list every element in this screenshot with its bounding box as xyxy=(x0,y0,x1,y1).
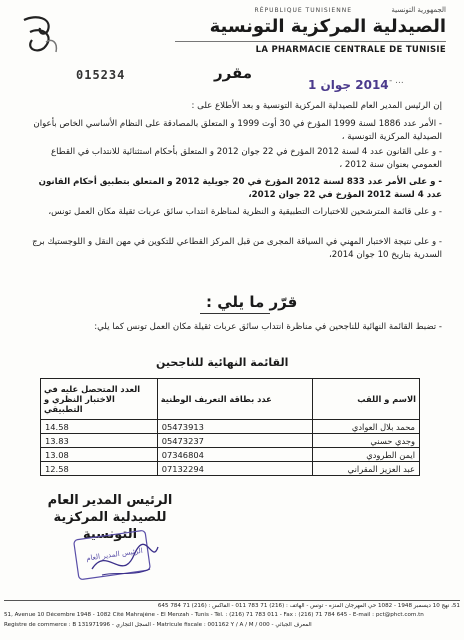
clause-3: - و على الأمر عدد 833 لسنة 2012 المؤرخ في 20 جويلية 2012 و المتعلق بتطبيق أحكام القانون عدد 4 لسنة 2012 المؤرخ في 22 جوان 2012، xyxy=(38,177,442,200)
decision-heading-underline xyxy=(200,313,270,314)
document-type: مقرر xyxy=(214,64,253,82)
stamp-text: الرئيس المدير العام xyxy=(85,546,144,563)
clause-2: - و على القانون عدد 4 لسنة 2012 المؤرخ في 22 جوان 2012 و المتعلق بأحكام استثنائية للانتداب في القطاع العمومي بعنوان سنة 2012 ، xyxy=(51,147,442,170)
row-score: 14.58 xyxy=(41,420,158,434)
results-header-row xyxy=(41,379,420,420)
footer-registration: Registre de commerce : B 131971996 - السجل التجاري - Matricule fiscale : 001162 Y / A / M / 000 - المعرف الجبائي xyxy=(4,622,312,628)
row-id: 07132294 xyxy=(157,462,313,476)
document-serial-number: 015234 xyxy=(76,68,126,82)
row-name: عبد العزيز المقراني xyxy=(313,462,420,476)
row-score: 13.83 xyxy=(41,434,158,448)
row-name: محمد بلال العوادي xyxy=(313,420,420,434)
footer-divider xyxy=(4,600,460,601)
pharmacie-logo-icon xyxy=(16,12,62,58)
table-row xyxy=(41,462,420,476)
republic-arabic: الجمهورية التونسية xyxy=(391,6,446,14)
row-id: 05473237 xyxy=(157,434,313,448)
table-row xyxy=(41,434,420,448)
clause-5: - و على نتيجة الاختبار المهني في السياقة المجرى من قبل المركز القطاعي للتكوين في مهن النقل و اللوجستيك برج السدرية بتاريخ 10 جوان 2014، xyxy=(32,237,442,260)
signatory-line-2: للصيدلية المركزية التونسية xyxy=(53,510,167,542)
decision-text: - تضبط القائمة النهائية للناجحين في مناظرة انتداب سائق عربات ثقيلة مكان العمل تونس كما يلي: xyxy=(94,322,442,332)
table-row xyxy=(41,420,420,434)
row-score: 13.08 xyxy=(41,448,158,462)
signatory-line-1: الرئيس المدير العام xyxy=(47,493,173,508)
header-name: الاسم و اللقب xyxy=(313,379,420,420)
row-id: 05473913 xyxy=(157,420,313,434)
date-stamp: 2014 جوان 1 xyxy=(308,78,389,92)
header-divider xyxy=(175,41,446,42)
header-score: العدد المتحصل عليه في الاختبار النظري و التطبيقي xyxy=(41,379,158,420)
organization-name-arabic: الصيدلية المركزية التونسية xyxy=(209,16,446,37)
results-title: القائمة النهائية للناجحين xyxy=(156,356,289,369)
footer-address-arabic: 51، نهج 10 ديسمبر 1948 - 1082 حي المهرجان المنزه - تونس - الهاتف : (216) 71 783 011 - الفاكس : (216) 71 784 645 xyxy=(157,603,460,609)
organization-name-french: LA PHARMACIE CENTRALE DE TUNISIE xyxy=(255,45,446,55)
row-score: 12.58 xyxy=(41,462,158,476)
intro-paragraph: إن الرئيس المدير العام للصيدلية المركزية التونسية و بعد الأطلاع على : xyxy=(191,101,442,111)
decision-heading: قرّر ما يلي : xyxy=(206,293,298,311)
row-name: ايمن الطرودي xyxy=(313,448,420,462)
clause-4: - و على قائمة المترشحين للاختبارات التطبيقية و النظرية لمناظرة انتداب سائق عربات ثقيلة مكان العمل تونس، xyxy=(48,207,442,217)
table-row xyxy=(41,448,420,462)
row-id: 07346804 xyxy=(157,448,313,462)
date-placeholder: - ... xyxy=(389,76,404,86)
results-table xyxy=(40,378,420,476)
clause-1: - الأمر عدد 1886 لسنة 1999 المؤرخ في 30 أوت 1999 و المتعلق بالمصادقة على النظام الأساسي الخاص بأعوان الصيدلية المركزية التونسية ، xyxy=(33,119,442,142)
official-stamp-signature-icon xyxy=(72,525,162,587)
footer-address-french: 51, Avenue 10 Décembre 1948 - 1082 Cité Mahrajène - El Menzah - Tunis - Tél. : (216) 71 783 011 - Fax : (216) 71 784 645 - E-mail : pct@phct.com.tn xyxy=(4,612,424,618)
header-id: عدد بطاقة التعريف الوطنية xyxy=(157,379,313,420)
row-name: وجدي حسني xyxy=(313,434,420,448)
republic-french: RÉPUBLIQUE TUNISIENNE xyxy=(254,7,352,14)
